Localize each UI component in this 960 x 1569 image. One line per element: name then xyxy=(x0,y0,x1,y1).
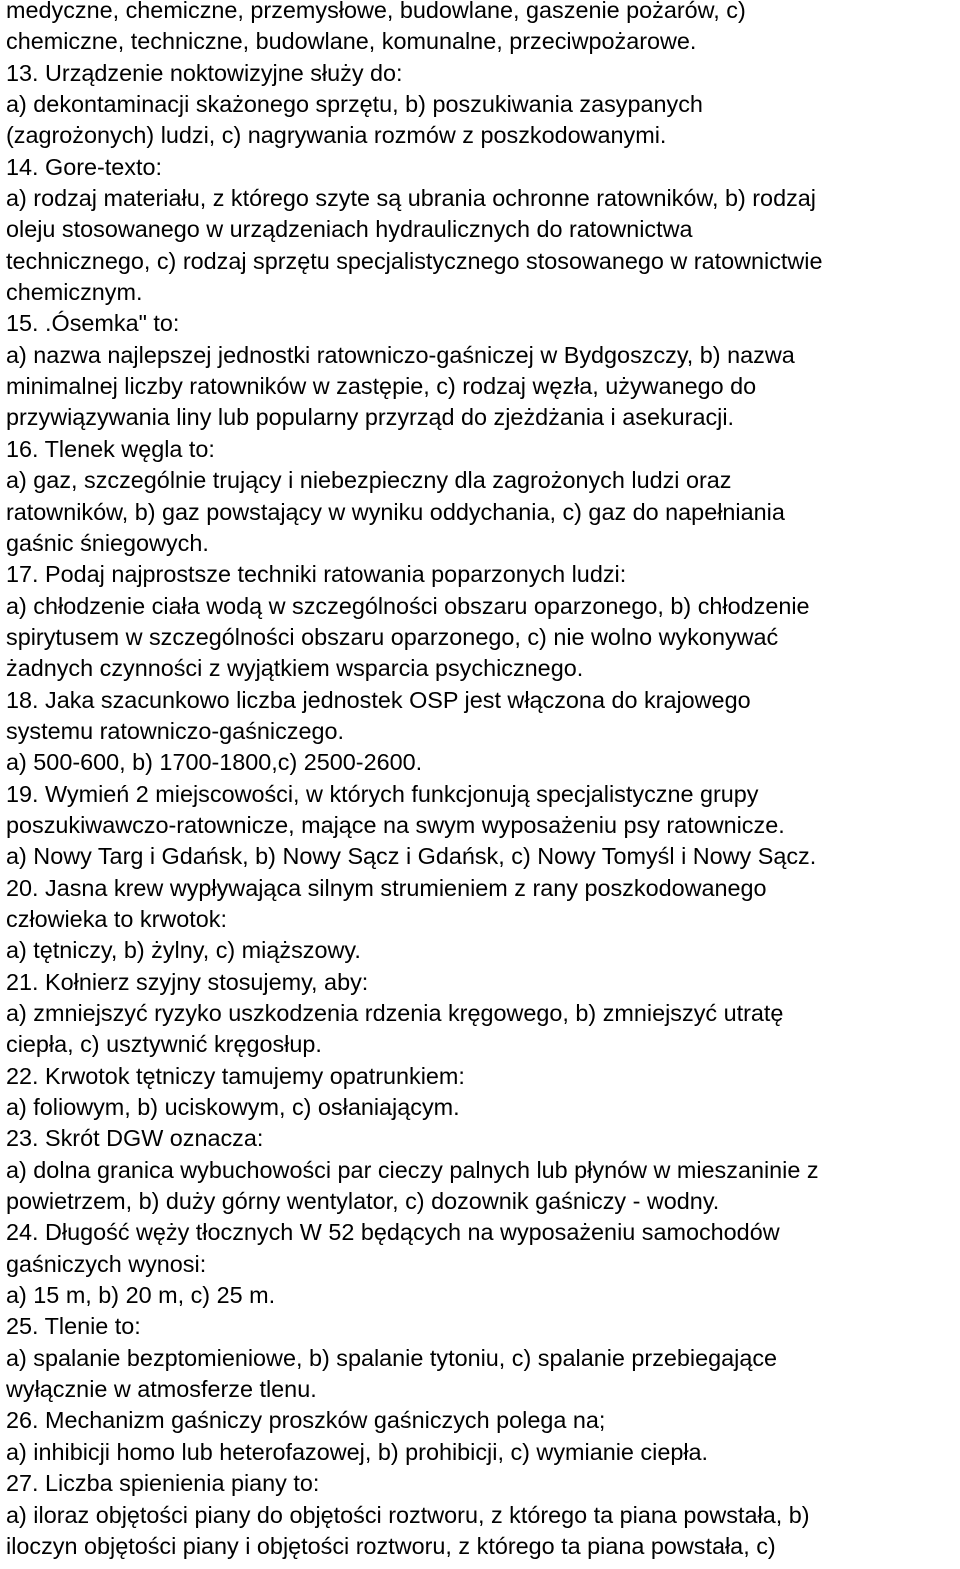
text-line: spirytusem w szczególności obszaru oparzonego, c) nie wolno wykonywać xyxy=(6,623,779,650)
text-line: a) zmniejszyć ryzyko uszkodzenia rdzenia kręgowego, b) zmniejszyć utratę xyxy=(6,1000,784,1026)
text-line: a) Nowy Targ i Gdańsk, b) Nowy Sącz i Gdańsk, c) Nowy Tomyśl i Nowy Sącz. xyxy=(6,843,817,870)
text-line: żadnych czynności z wyjątkiem wsparcia psychicznego. xyxy=(6,655,584,682)
text-line: a) 15 m, b) 20 m, c) 25 m. xyxy=(6,1282,276,1309)
text-line: gaśniczych wynosi: xyxy=(6,1250,207,1277)
question-18-heading: 18. Jaka szacunkowo liczba jednostek OSP jest włączona do krajowego xyxy=(6,686,751,713)
text-line: a) nazwa najlepszej jednostki ratowniczo-gaśniczej w Bydgoszczy, b) nazwa xyxy=(6,341,795,368)
question-17-heading: 17. Podaj najprostsze techniki ratowania poparzonych ludzi: xyxy=(6,561,627,588)
question-13-heading: 13. Urządzenie noktowizyjne służy do: xyxy=(6,59,403,86)
text-line: a) inhibicji homo lub heterofazowej, b) prohibicji, c) wymianie ciepła. xyxy=(6,1438,709,1465)
text-line: a) 500-600, b) 1700-1800,c) 2500-2600. xyxy=(6,749,423,776)
text-line: medyczne, chemiczne, przemysłowe, budowlane, gaszenie pożarów, c) xyxy=(6,0,746,23)
text-line: gaśnic śniegowych. xyxy=(6,529,209,556)
text-line: minimalnej liczby ratowników w zastępie, c) rodzaj węzła, używanego do xyxy=(6,373,757,400)
text-line: a) gaz, szczególnie trujący i niebezpieczny dla zagrożonych ludzi oraz xyxy=(6,467,732,494)
text-line: systemu ratowniczo-gaśniczego. xyxy=(6,717,345,744)
question-16-heading: 16. Tlenek węgla to: xyxy=(6,435,215,462)
question-27-heading: 27. Liczba spienienia piany to: xyxy=(6,1470,320,1497)
document-text xyxy=(6,0,960,1562)
text-line: (zagrożonych) ludzi, c) nagrywania rozmów z poszkodowanymi. xyxy=(6,122,667,149)
text-line: wyłącznie w atmosferze tlenu. xyxy=(6,1376,317,1403)
question-21-heading: 21. Kołnierz szyjny stosujemy, aby: xyxy=(6,968,369,995)
text-line: a) chłodzenie ciała wodą w szczególności obszaru oparzonego, b) chłodzenie xyxy=(6,592,810,619)
text-line: oleju stosowanego w urządzeniach hydraulicznych do ratownictwa xyxy=(6,216,693,243)
text-line: człowieka to krwotok: xyxy=(6,905,227,932)
text-line: chemiczne, techniczne, budowlane, komunalne, przeciwpożarowe. xyxy=(6,28,697,55)
text-line: ratowników, b) gaz powstający w wyniku oddychania, c) gaz do napełniania xyxy=(6,498,785,525)
text-line: ciepła, c) usztywnić kręgosłup. xyxy=(6,1031,322,1058)
text-line: a) foliowym, b) uciskowym, c) osłaniającym. xyxy=(6,1094,460,1121)
text-line: a) dekontaminacji skażonego sprzętu, b) poszukiwania zasypanych xyxy=(6,91,703,118)
text-line: chemicznym. xyxy=(6,279,143,306)
text-line: a) dolna granica wybuchowości par cieczy palnych lub płynów w mieszaninie z xyxy=(6,1156,819,1183)
question-23-heading: 23. Skrót DGW oznacza: xyxy=(6,1125,264,1152)
text-line: iloczyn objętości piany i objętości roztworu, z którego ta piana powstała, c) xyxy=(6,1532,776,1559)
text-line: a) tętniczy, b) żylny, c) miąższowy. xyxy=(6,937,361,964)
text-line: technicznego, c) rodzaj sprzętu specjalistycznego stosowanego w ratownictwie xyxy=(6,247,823,274)
question-14-heading: 14. Gore-texto: xyxy=(6,153,163,180)
text-line: a) iloraz objętości piany do objętości roztworu, z którego ta piana powstała, b) xyxy=(6,1501,810,1528)
question-25-heading: 25. Tlenie to: xyxy=(6,1313,141,1340)
question-20-heading: 20. Jasna krew wypływająca silnym strumieniem z rany poszkodowanego xyxy=(6,874,767,901)
text-line: powietrzem, b) duży górny wentylator, c) dozownik gaśniczy - wodny. xyxy=(6,1188,720,1215)
text-line: poszukiwawczo-ratownicze, mające na swym wyposażeniu psy ratownicze. xyxy=(6,811,785,838)
question-15-heading: 15. .Ósemka" to: xyxy=(6,310,180,337)
text-line: a) spalanie bezptomieniowe, b) spalanie tytoniu, c) spalanie przebiegające xyxy=(6,1344,778,1371)
question-26-heading: 26. Mechanizm gaśniczy proszków gaśniczych polega na; xyxy=(6,1407,606,1434)
question-19-heading: 19. Wymień 2 miejscowości, w których funkcjonują specjalistyczne grupy xyxy=(6,780,759,807)
question-24-heading: 24. Długość węży tłocznych W 52 będących na wyposażeniu samochodów xyxy=(6,1219,780,1246)
text-line: a) rodzaj materiału, z którego szyte są ubrania ochronne ratowników, b) rodzaj xyxy=(6,185,816,212)
question-22-heading: 22. Krwotok tętniczy tamujemy opatrunkiem: xyxy=(6,1062,465,1089)
text-line: przywiązywania liny lub popularny przyrząd do zjeżdżania i asekuracji. xyxy=(6,404,735,431)
